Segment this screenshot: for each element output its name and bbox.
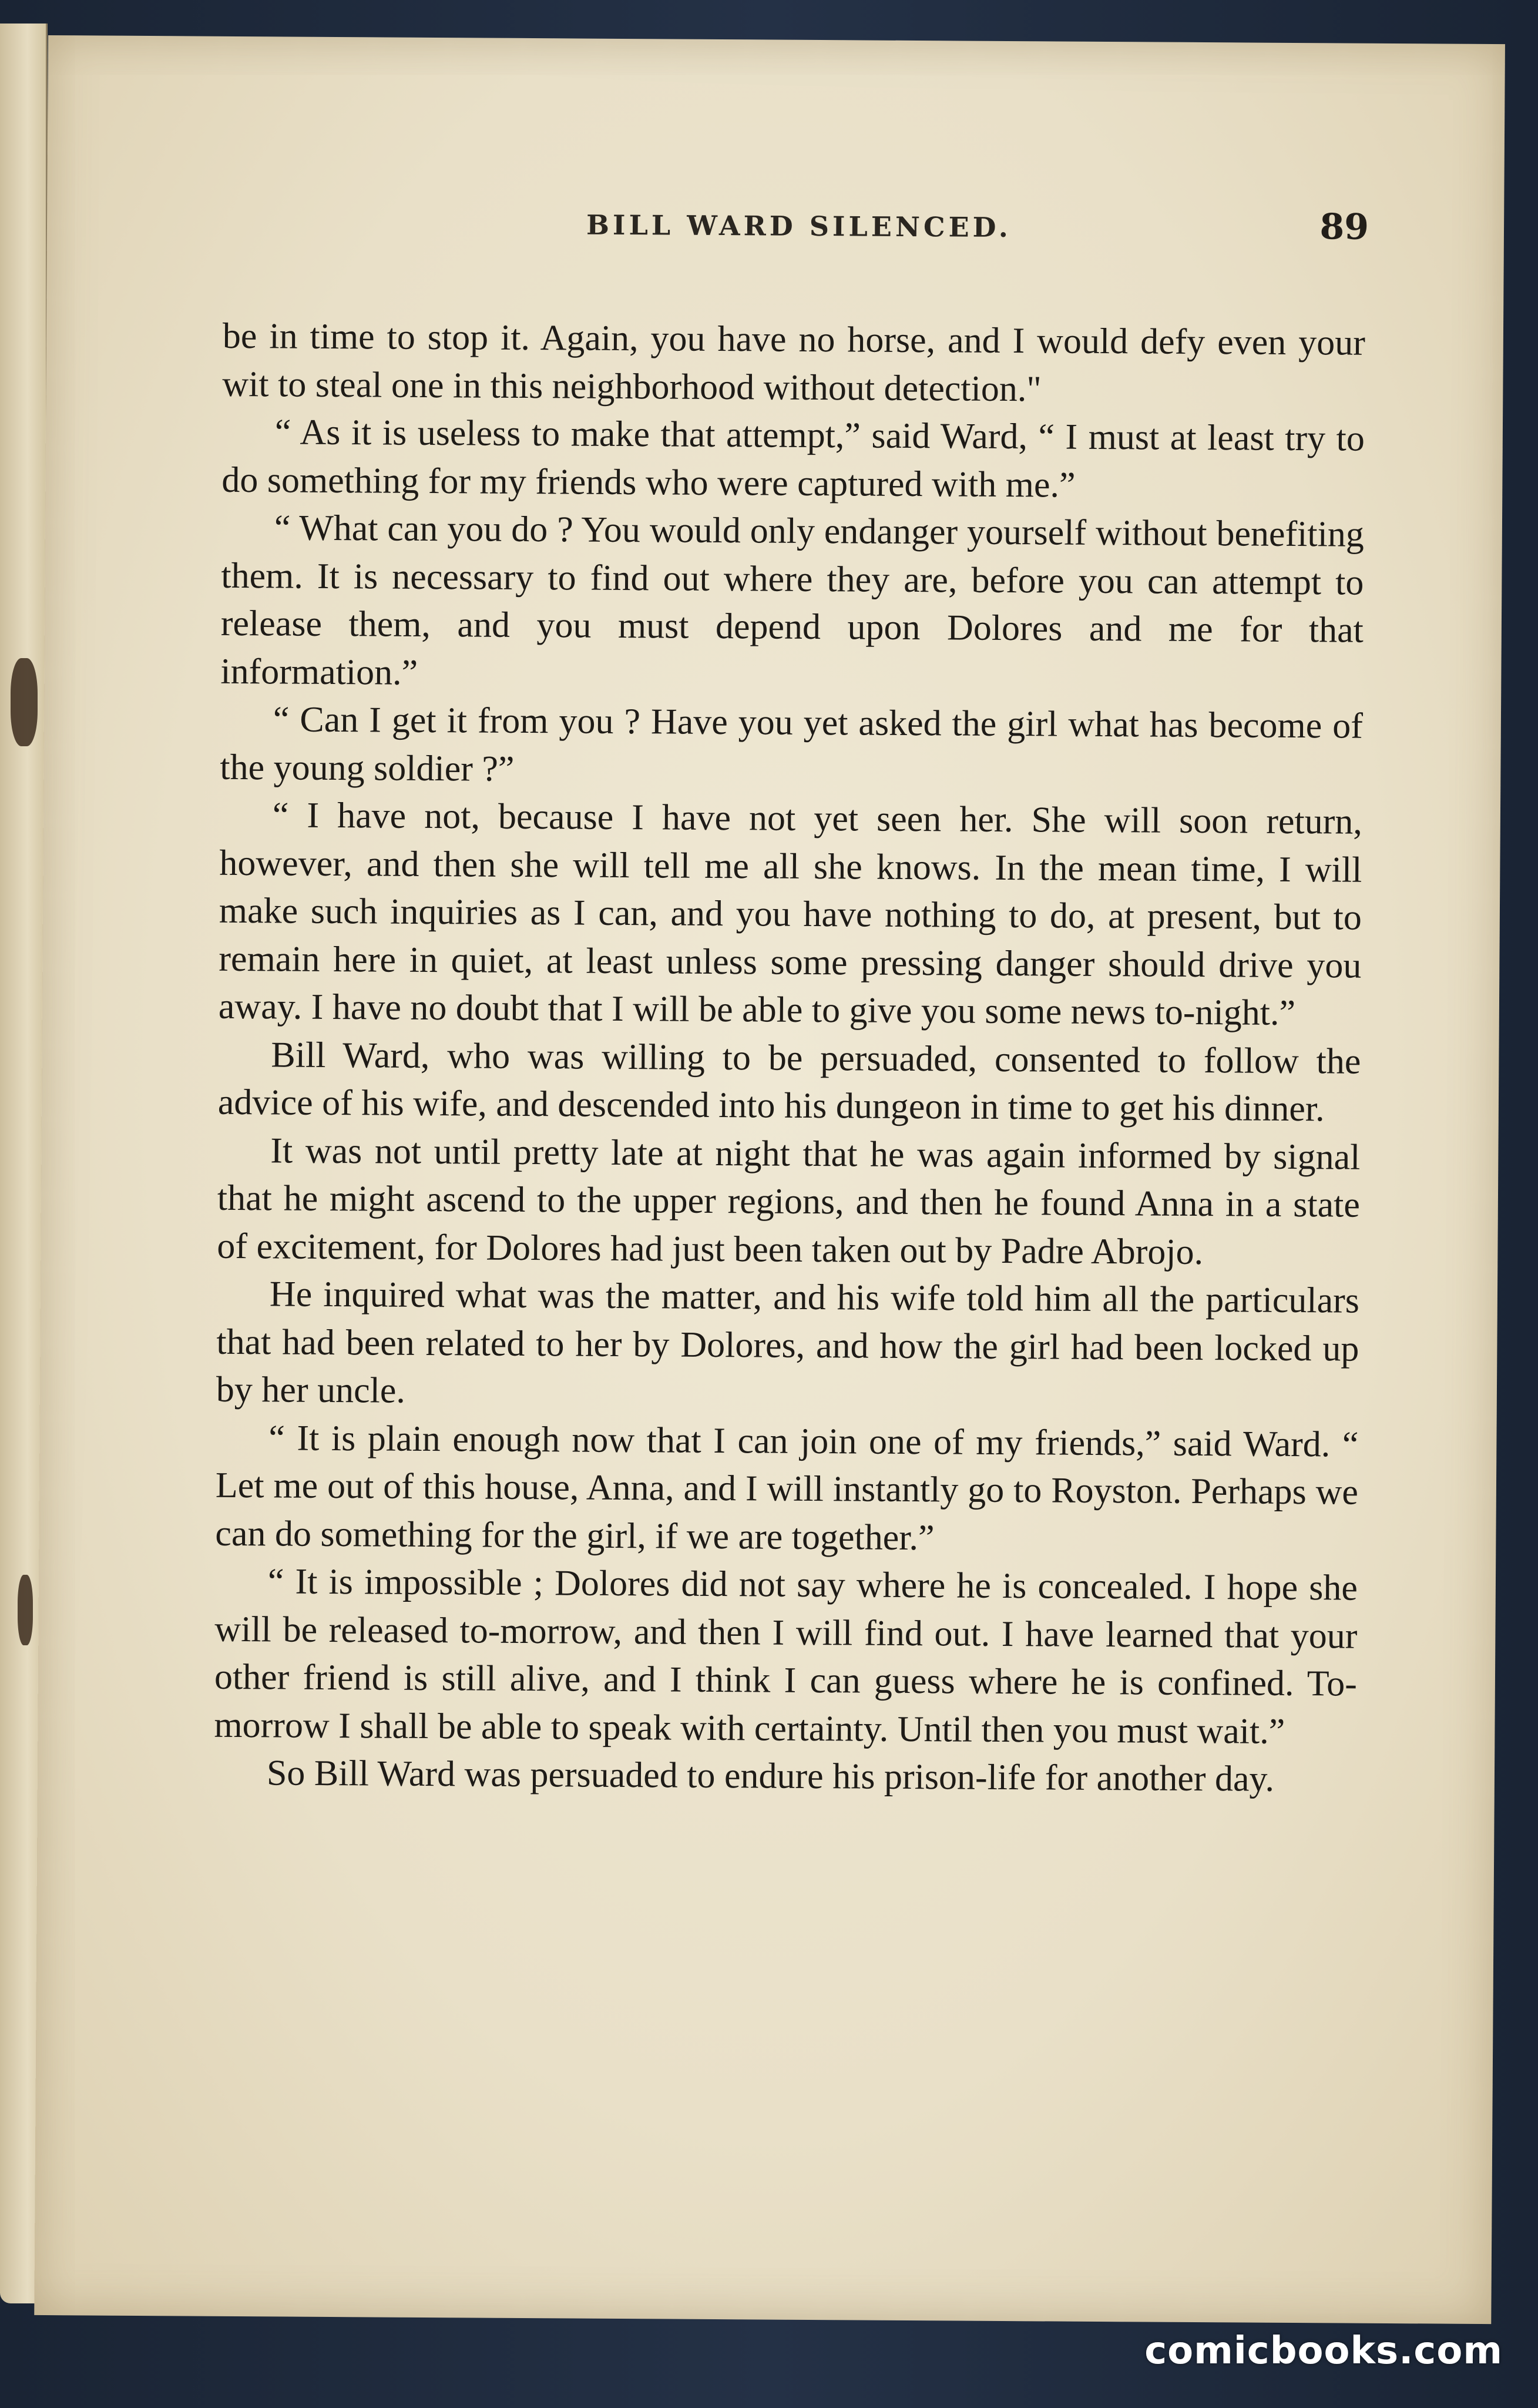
paragraph: “ What can you do ? You would only endanger yourself without benefiting them. It is necessary to find out where they are, before you can attempt to release them, and you must depend upon Dolores and me for that information.” xyxy=(220,508,1365,693)
paragraph: It was not until pretty late at night that he was again informed by signal that he might ascend to the upper regions, and then he found Anna in a state of excitement, for Dolores had just been taken out by Padre Abrojo. xyxy=(217,1130,1361,1272)
paragraph: “ I have not, because I have not yet seen her. She will soon return, however, and then she will tell me all she knows. In the mean time, I will make such inquiries as I can, and you have nothing to do, at present, but to remain here in quiet, at least unless some pressing danger should drive you away. I have no doubt that I will be able to give you some news to-night.” xyxy=(218,795,1363,1033)
site-watermark: comicbooks.com xyxy=(1144,2329,1503,2373)
page-number: 89 xyxy=(1319,206,1369,248)
paragraph: So Bill Ward was persuaded to endure his prison-life for another day. xyxy=(266,1753,1275,1799)
paragraph: be in time to stop it. Again, you have no horse, and I would defy even your wit to steal one in this neighborhood without detection." xyxy=(222,316,1366,409)
binding-stain xyxy=(11,658,38,746)
body-text xyxy=(214,313,1365,1804)
paragraph: Bill Ward, who was willing to be persuaded, consented to follow the advice of his wife, and descended into his dungeon in time to get his dinner. xyxy=(217,1034,1361,1129)
paragraph: He inquired what was the matter, and his wife told him all the particulars that had been related to her by Dolores, and how the girl had been locked up by her uncle. xyxy=(216,1274,1360,1411)
book-page xyxy=(34,35,1505,2324)
paragraph: “ It is plain enough now that I can join one of my friends,” said Ward. “ Let me out of this house, Anna, and I will instantly go to Royston. Perhaps we can do something for the girl, if we are together.” xyxy=(215,1417,1359,1558)
paragraph: “ It is impossible ; Dolores did not say where he is concealed. I hope she will be released to-morrow, and then I will find out. I have learned that your other friend is still alive, and I think I can guess where he is confined. To-morrow I shall be able to speak with certainty. Until then you must wait.” xyxy=(214,1561,1358,1752)
paragraph: “ As it is useless to make that attempt,” said Ward, “ I must at least try to do something for my friends who were captured with me.” xyxy=(221,412,1365,505)
running-head xyxy=(235,195,1369,267)
paragraph: “ Can I get it from you ? Have you yet asked the girl what has become of the young soldier ?” xyxy=(220,699,1364,789)
binding-stain xyxy=(18,1575,33,1645)
running-title: BILL WARD SILENCED. xyxy=(586,209,1012,244)
